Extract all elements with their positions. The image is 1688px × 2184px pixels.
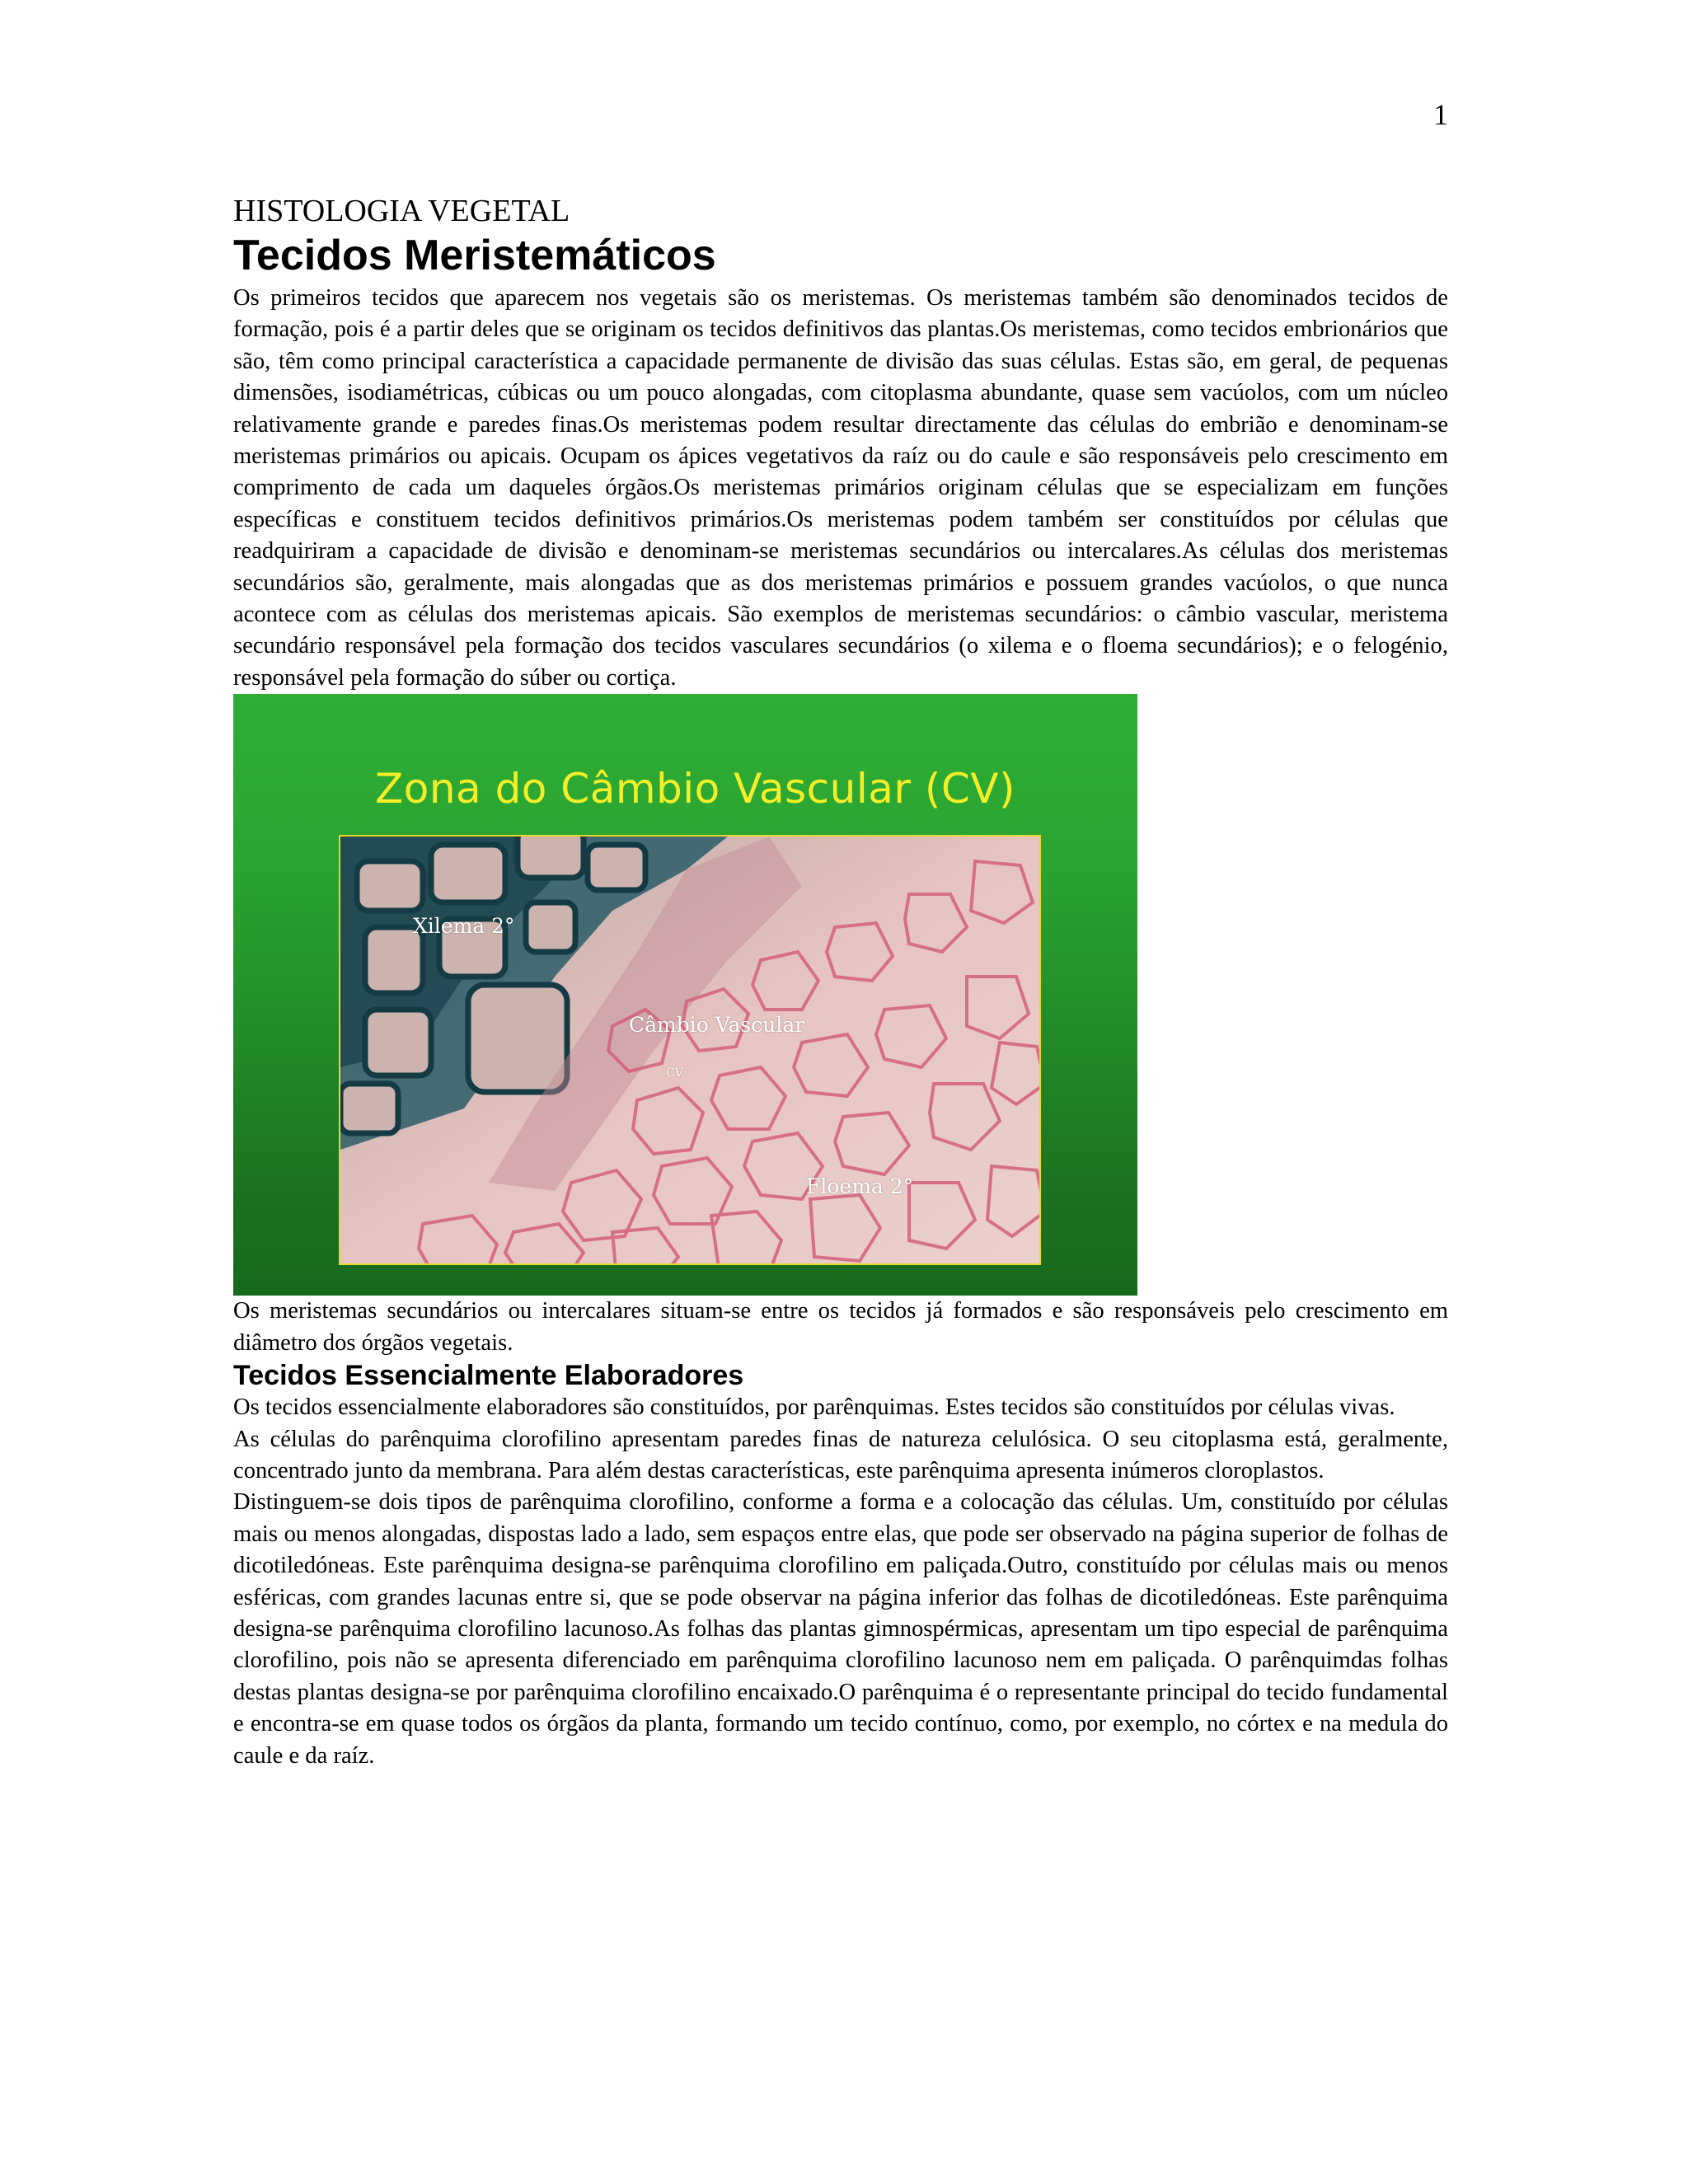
paragraph-3: Distinguem-se dois tipos de parênquima clorofilino, conforme a forma e a colocação das células. Um, constituído por células mais ou menos alongadas, dispostas lado a lado, sem espaços entre elas, que pode ser observado na página superior de folhas de dicotiledóneas. Este parênquima designa-se parênquima clorofilino em paliçada.Outro, constituído por células mais ou menos esféricas, com grandes lacunas entre si, que se pode observar na página inferior das folhas de dicotiledóneas. Este parênquima designa-se parênquima clorofilino lacunoso.As folhas das plantas gimnospérmicas, apresentam um tipo especial de parênquima clorofilino, pois não se apresenta diferenciado em parênquima clorofilino lacunoso nem em paliçada. O parênquimdas folhas destas plantas designa-se por parênquima clorofilino encaixado.O parênquima é o representante principal do tecido fundamental e encontra-se em quase todos os órgãos da planta, formando um tecido contínuo, como, por exemplo, no córtex e na medula do caule e da raíz.	[233, 1489, 1448, 1769]
cambium-figure	[233, 694, 1137, 1296]
document-body	[233, 192, 1448, 1772]
after-figure-paragraph: Os meristemas secundários ou intercalares situam-se entre os tecidos já formados e são responsáveis pelo crescimento em diâmetro dos órgãos vegetais.	[233, 1298, 1448, 1356]
cv-label: CV	[666, 1066, 683, 1080]
section-label: HISTOLOGIA VEGETAL	[233, 194, 570, 228]
section-subtitle: Tecidos Essencialmente Elaboradores	[233, 1360, 744, 1392]
paragraph-1: Os tecidos essencialmente elaboradores são constituídos, por parênquimas. Estes tecidos são constituídos por células vivas.	[233, 1394, 1395, 1421]
page-number: 1	[1433, 98, 1448, 131]
page-title: Tecidos Meristemáticos	[233, 232, 716, 279]
xilema-label: Xilema 2°	[413, 914, 515, 939]
figure-title: Zona do Câmbio Vascular (CV)	[375, 765, 1015, 813]
micrograph-image	[339, 835, 1041, 1265]
floema-label: Floema 2°	[806, 1174, 914, 1199]
intro-paragraph: Os primeiros tecidos que aparecem nos vegetais são os meristemas. Os meristemas também são denominados tecidos de formação, pois é a partir deles que se originam os tecidos definitivos das plantas.Os meristemas, como tecidos embrionários que são, têm como principal característica a capacidade permanente de divisão das suas células. Estas são, em geral, de pequenas dimensões, isodiamétricas, cúbicas ou um pouco alongadas, com citoplasma abundante, quase sem vacúolos, com um núcleo relativamente grande e paredes finas.Os meristemas podem resultar directamente das células do embrião e denominam-se meristemas primários ou apicais. Ocupam os ápices vegetativos da raíz ou do caule e são responsáveis pelo crescimento em comprimento de cada um daqueles órgãos.Os meristemas primários originam células que se especializam em funções específicas e constituem tecidos definitivos primários.Os meristemas podem também ser constituídos por células que readquiriram a capacidade de divisão e denominam-se meristemas secundários ou intercalares.As células dos meristemas secundários são, geralmente, mais alongadas que as dos meristemas primários e possuem grandes vacúolos, o que nunca acontece com as células dos meristemas apicais. São exemplos de meristemas secundários: o câmbio vascular, meristema secundário responsável pela formação dos tecidos vasculares secundários (o xilema e o floema secundários); e o felogénio, responsável pela formação do súber ou cortiça.	[233, 285, 1448, 691]
paragraph-2: As células do parênquima clorofilino apresentam paredes finas de natureza celulósica. O seu citoplasma está, geralmente, concentrado junto da membrana. Para além destas características, este parênquima apresenta inúmeros cloroplastos.	[233, 1426, 1448, 1483]
micrograph-drawing	[340, 837, 1041, 1265]
cambio-vascular-label: Câmbio Vascular	[629, 1013, 805, 1038]
